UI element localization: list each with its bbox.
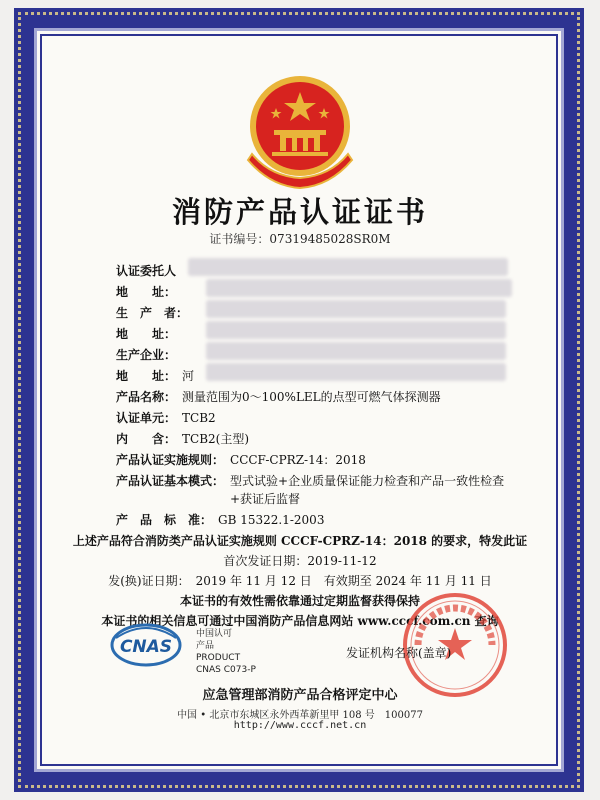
certificate-number-label: 证书编号： [209, 232, 270, 246]
cnas-text-block [196, 628, 256, 676]
certificate-number-value: 07319485028SR0M [269, 232, 391, 246]
certificate-title: 消防产品认证证书 [171, 195, 428, 229]
field-row [116, 283, 182, 300]
cnas-line: 中国认可 [196, 629, 233, 639]
field-value: 测量范围为0～100%LEL的点型可燃气体探测器 [182, 390, 441, 404]
national-emblem-icon [230, 64, 370, 194]
redaction-blur [206, 300, 506, 318]
cnas-line: CNAS C073-P [196, 665, 256, 675]
field-row [116, 262, 182, 279]
field-label: 认证委托人 [116, 264, 177, 278]
query-note: 本证书的相关信息可通过中国消防产品信息网站 www.cccf.com.cn 查询 [101, 614, 499, 628]
field-label: 地 址： [116, 369, 177, 383]
redaction-blur [206, 321, 506, 339]
rule-row [116, 451, 366, 468]
field-row [116, 388, 441, 405]
field-label: 生产企业： [116, 348, 177, 362]
redaction-blur [206, 363, 506, 381]
validity-note: 本证书的有效性需依靠通过定期监督获得保持 [179, 594, 420, 608]
field-value: TCB2 [182, 411, 216, 425]
cnas-line: 产品 [196, 641, 215, 651]
field-row [116, 304, 194, 321]
rule-label: 产品认证实施规则： [116, 453, 225, 467]
issue-dates: 发(换)证日期： 2019 年 11 月 12 日 有效期至 2024 年 11 月 11 日 [108, 574, 492, 588]
certificate-number [0, 230, 600, 247]
field-value: TCB2(主型) [182, 432, 250, 446]
field-row [116, 430, 249, 447]
standard-label: 产 品 标 准： [116, 513, 213, 527]
redaction-blur [206, 342, 506, 360]
field-row [116, 367, 194, 384]
field-value: 河 [182, 369, 195, 383]
standard-row [116, 511, 324, 528]
organization-name: 应急管理部消防产品合格评定中心 [202, 688, 398, 703]
redaction-blur [188, 258, 508, 276]
rule-value: CCCF-CPRZ-14：2018 [230, 453, 366, 467]
organization-website: http://www.cccf.net.cn [233, 720, 367, 731]
field-label: 产品名称： [116, 390, 177, 404]
redaction-blur [206, 279, 512, 297]
field-label: 认证单元： [116, 411, 177, 425]
field-label: 地 址： [116, 285, 177, 299]
cnas-logo-icon [110, 622, 182, 668]
mode-row [116, 472, 504, 489]
mode-label: 产品认证基本模式： [116, 474, 225, 488]
field-label: 生 产 者： [116, 306, 189, 320]
organization-address: 中国 • 北京市东城区永外西革新里甲 108 号 100077 [177, 710, 423, 721]
cnas-logo-text: CNAS [119, 637, 173, 657]
mode-row-continued [230, 490, 300, 507]
compliance-statement: 上述产品符合消防类产品认证实施规则 CCCF-CPRZ-14：2018 的要求，特发此证 [72, 534, 528, 548]
field-row [116, 409, 216, 426]
field-row [116, 346, 182, 363]
field-label: 内 含： [116, 432, 177, 446]
mode-value: 型式试验+企业质量保证能力检查和产品一致性检查 [230, 474, 505, 488]
mode-value-continued: +获证后监督 [230, 492, 301, 506]
issuer-label: 发证机构名称(盖章) [346, 646, 452, 660]
field-label: 地 址： [116, 327, 177, 341]
first-issue-date: 首次发证日期：2019-11-12 [223, 554, 377, 568]
standard-value: GB 15322.1-2003 [218, 513, 325, 527]
field-row [116, 325, 182, 342]
cnas-line: PRODUCT [196, 653, 241, 663]
